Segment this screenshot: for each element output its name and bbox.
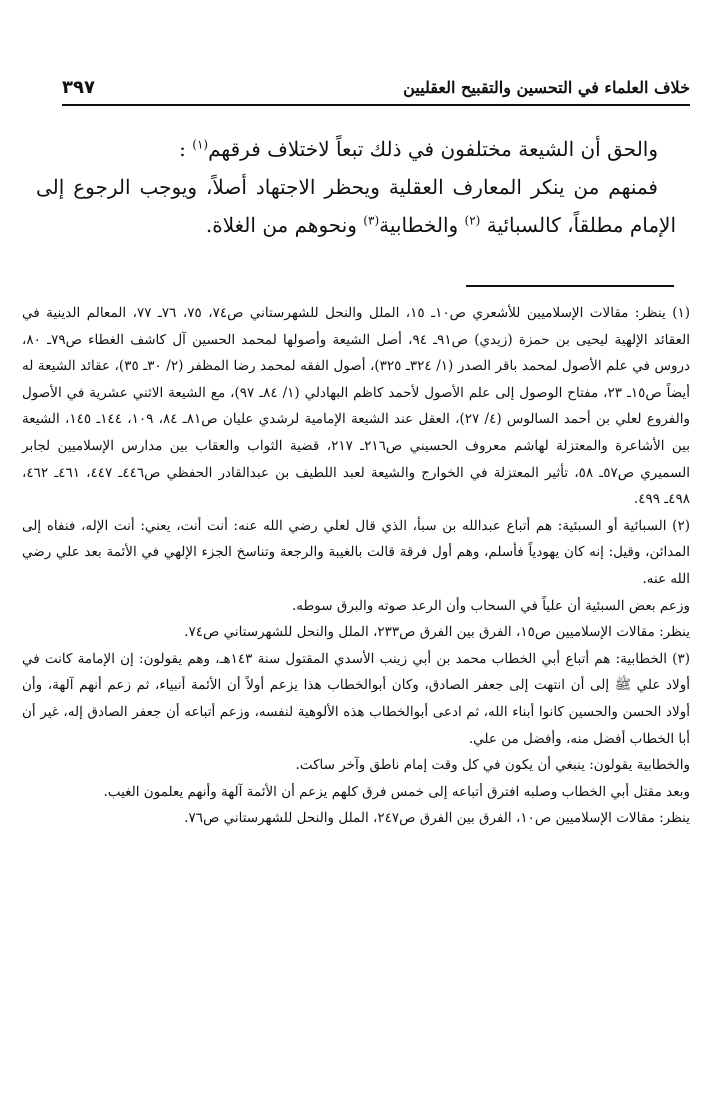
- footnote-3-references: ينظر: مقالات الإسلاميين ص١٠، الفرق بين الفرق ص٢٤٧، الملل والنحل للشهرستاني ص٧٦.: [184, 810, 690, 827]
- footnote-3-note-2: وبعد مقتل أبي الخطاب وصلبه افترق أتباعه إلى خمس فرق كلهم يزعم أن الأئمة آلهة وأنهم يعلمون الغيب.: [103, 783, 690, 800]
- main-paragraph-1: [36, 130, 676, 168]
- footnote-2-note: وزعم بعض السبئية أن علياً في السحاب وأن الرعد صوته والبرق سوطه.: [292, 597, 690, 614]
- footnotes: [22, 300, 690, 832]
- footnote-ref-2: (٢): [464, 213, 481, 228]
- footnote-ref-1: (١): [192, 137, 209, 152]
- header-title: خلاف العلماء في التحسين والتقبيح العقليين: [403, 77, 690, 97]
- footnote-3: (٣) الخطابية: هم أتباع أبي الخطاب محمد بن أبي زينب الأسدي المقتول سنة ١٤٣هـ، وهم يقولون: إن الإمامة كانت في أولاد علي ﷺ إلى أن انتهت إلى جعفر الصادق، وكان أبوالخطاب هذا يزعم أولاً أن الأئمة أنبياء، ثم زعم أنهم آلهة، وأن أولاد الحسن والحسين كانوا أبناء الله، ثم ادعى أبوالخطاب هذه الألوهية لنفسه، وزعم أتباعه أن جعفر الصادق إله، غير أن أبا الخطاب أفضل منه، وأفضل من علي.: [22, 650, 690, 747]
- main-paragraph-1-text: والحق أن الشيعة مختلفون في ذلك تبعاً لاختلاف فرقهم: [208, 137, 658, 161]
- footnote-separator: [466, 285, 674, 287]
- main-paragraph-2-text-a: فمنهم من ينكر المعارف العقلية ويحظر الاجتهاد أصلاً، ويوجب الرجوع إلى الإمام مطلقاً، كالسبائية: [36, 175, 676, 237]
- header-rule: [62, 104, 690, 106]
- running-header: [62, 72, 690, 102]
- page-number: ٣٩٧: [62, 76, 95, 98]
- main-paragraph-1-end: :: [179, 137, 193, 161]
- footnote-2-references: ينظر: مقالات الإسلاميين ص١٥، الفرق بين الفرق ص٢٣٣، الملل والنحل للشهرستاني ص٧٤.: [184, 624, 690, 641]
- footnote-ref-3: (٣): [363, 213, 380, 228]
- footnote-1: (١) ينظر: مقالات الإسلاميين للأشعري ص١٠ـ ١٥، الملل والنحل للشهرستاني ص٧٤، ٧٥، ٧٦ـ ٧٧، المعالم الدينية في العقائد الإلهية ليحيى بن حمزة (زيدي) ص٩١ـ ٩٤، أصل الشيعة وأصولها لمحمد الحسين آل كاشف الغطاء ص٧٩ـ ٨٠، دروس في علم الأصول لمحمد باقر الصدر (١/ ٣٢٤ـ ٣٢٥)، أصول الفقه لمحمد رضا المظفر (٢/ ٣٠ـ ٣٥)، عقائد الشيعة له أيضاً ص١٥ـ ٢٣، مفتاح الوصول إلى علم الأصول لأحمد كاظم البهادلي (١/ ٨٤ـ ٩٧)، مع الشيعة الاثني عشرية في الأصول والفروع لعلي بن أحمد السالوس (٤/ ٢٧)، العقل عند الشيعة الإمامية لرشدي عليان ص٨١ـ ٨٤، ١٠٩، ١٤٤ـ ١٤٥، الشيعة بين الأشاعرة والمعتزلة لهاشم معروف الحسيني ص٢١٦ـ ٢١٧، قضية الثواب والعقاب بين مدارس الإسلاميين لجابر السميري ص٥٧ـ ٥٨، تأثير المعتزلة في الخوارج والشيعة لعبد اللطيف بن عبدالقادر الحفظي ص٤٤٦ـ ٤٤٧، ٤٦١ـ ٤٦٢، ٤٩٨ـ ٤٩٩.: [22, 305, 691, 508]
- footnote-3-note-1: والخطابية يقولون: ينبغي أن يكون في كل وقت إمام ناطق وآخر ساكت.: [295, 757, 690, 774]
- main-paragraph-2-text-b: والخطابية: [379, 213, 465, 237]
- main-text: [36, 130, 676, 244]
- main-paragraph-2: [36, 168, 676, 244]
- main-paragraph-2-text-c: ونحوهم من الغلاة.: [205, 213, 364, 237]
- footnote-2: (٢) السبائية أو السبئية: هم أتباع عبدالله بن سبأ، الذي قال لعلي رضي الله عنه: أنت أنت، يعني: أنت الإله، فنفاه إلى المدائن، وقيل: إنه كان يهودياً فأسلم، وهم أول فرقة قالت بالغيبة والرجعة وتناسخ الجزء الإلهي في الأئمة بعد علي رضي الله عنه.: [22, 517, 690, 587]
